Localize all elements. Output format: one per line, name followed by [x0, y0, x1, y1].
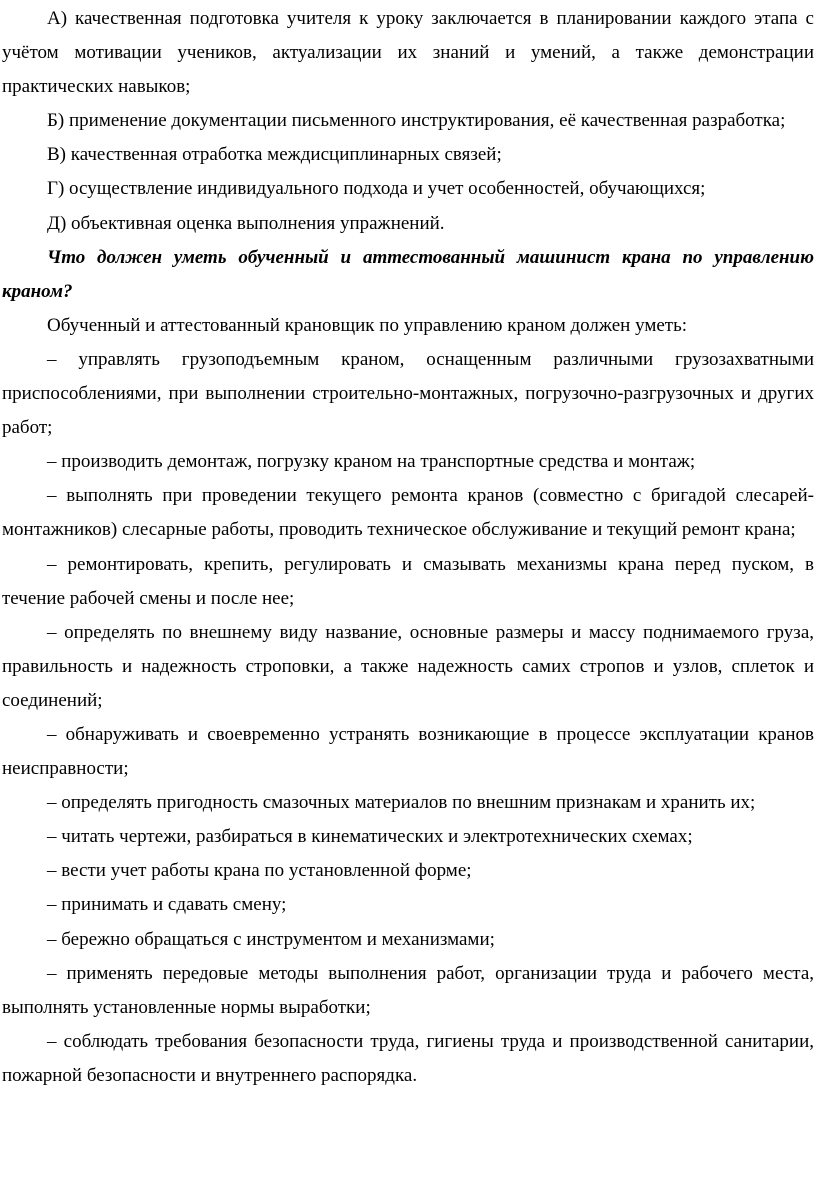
- list-item: – обнаруживать и своевременно устранять возникающие в процессе эксплуатации кранов неисправности;: [2, 723, 814, 780]
- list-item: – производить демонтаж, погрузку краном на транспортные средства и монтаж;: [47, 451, 696, 473]
- paragraph-e: Д) объективная оценка выполнения упражнений.: [47, 212, 445, 234]
- list-item: – соблюдать требования безопасности труда, гигиены труда и производственной санитарии, пожарной безопасности и внутреннего распорядка.: [2, 1030, 814, 1086]
- list-item: – управлять грузоподъемным краном, оснащенным различными грузозахватными приспособлениями, при выполнении строительно-монтажных, погрузочно-разгрузочных и других работ;: [2, 348, 814, 439]
- section-question: Что должен уметь обученный и аттестованный машинист крана по управлению краном?: [2, 246, 814, 302]
- list-item: – принимать и сдавать смену;: [47, 894, 287, 916]
- section-intro: Обученный и аттестованный крановщик по управлению краном должен уметь:: [47, 314, 688, 336]
- list-item: – выполнять при проведении текущего ремонта кранов (совместно с бригадой слесарей-монтажников) слесарные работы, проводить техническое обслуживание и текущий ремонт крана;: [2, 485, 814, 541]
- list-item: – определять пригодность смазочных материалов по внешним признакам и хранить их;: [47, 792, 756, 814]
- list-item: – ремонтировать, крепить, регулировать и смазывать механизмы крана перед пуском, в течение рабочей смены и после нее;: [2, 553, 814, 609]
- list-item: – бережно обращаться с инструментом и механизмами;: [47, 928, 495, 950]
- list-item: – читать чертежи, разбираться в кинематических и электротехнических схемах;: [47, 826, 693, 848]
- paragraph-b: Б) применение документации письменного инструктирования, её качественная разработка;: [47, 110, 786, 132]
- list-item: – определять по внешнему виду название, основные размеры и массу поднимаемого груза, правильность и надежность строповки, а также надежность самих стропов и узлов, сплеток и соединений;: [2, 621, 814, 711]
- paragraph-a: А) качественная подготовка учителя к уроку заключается в планировании каждого этапа с учётом мотивации учеников, актуализации их знаний и умений, а также демонстрации практических навыков;: [2, 8, 814, 98]
- paragraph-d: Г) осуществление индивидуального подхода и учет особенностей, обучающихся;: [47, 178, 706, 200]
- paragraph-c: В) качественная отработка междисциплинарных связей;: [47, 144, 502, 166]
- list-item: – вести учет работы крана по установленной форме;: [47, 860, 472, 882]
- list-item: – применять передовые методы выполнения работ, организации труда и рабочего места, выполнять установленные нормы выработки;: [2, 962, 814, 1018]
